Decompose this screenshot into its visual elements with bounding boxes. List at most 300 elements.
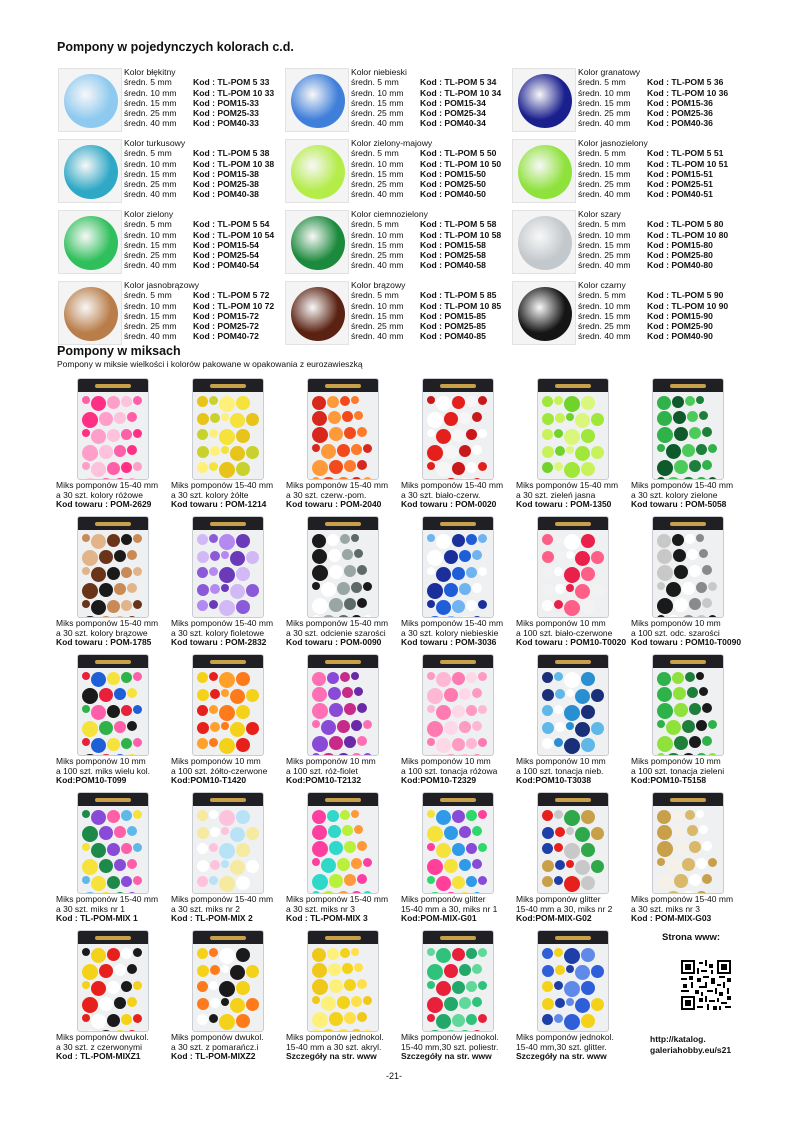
pompom-dot [427, 981, 435, 989]
pompom-ball [64, 145, 118, 199]
size-label: średn. 25 mm [124, 321, 177, 332]
size-label: średn. 10 mm [351, 87, 404, 98]
pompom-dot [121, 981, 132, 992]
pompom-dot [581, 672, 595, 686]
pompom-dot [197, 722, 209, 734]
pompom-dot [312, 874, 328, 890]
pompom-dot [219, 462, 235, 478]
pompom-dot [219, 843, 235, 859]
pompom-dot [444, 826, 458, 840]
pompom-dot [236, 462, 250, 476]
pompom-cluster [82, 948, 144, 1027]
pompom-dot [478, 672, 487, 681]
size-code-row [124, 240, 274, 250]
product-description [401, 619, 503, 648]
description-line: Miks pomponów glitter [401, 894, 486, 904]
pompom-dot [566, 446, 574, 454]
pompom-dot [564, 672, 580, 688]
pompom-dot [342, 549, 353, 560]
pompom-dot [566, 827, 574, 835]
size-label: średn. 40 mm [351, 189, 404, 200]
product-package-photo [652, 378, 724, 480]
mix-product-item[interactable] [285, 928, 400, 1066]
pompom-dot [564, 534, 580, 550]
pompom-dot [564, 1014, 580, 1030]
mix-product-item[interactable] [170, 652, 285, 790]
pompom-dot [91, 396, 106, 411]
product-description [56, 1033, 149, 1062]
pompom-dot [436, 429, 451, 444]
pompom-dot [328, 549, 341, 562]
size-label: średn. 40 mm [351, 118, 404, 129]
mix-product-item[interactable] [170, 790, 285, 928]
pompom-dot [197, 876, 208, 887]
size-code-row [351, 311, 501, 321]
mix-product-item[interactable] [55, 376, 170, 514]
pompom-dot [427, 688, 443, 704]
size-code-row [124, 230, 274, 240]
pompom-dot [666, 444, 681, 459]
pompom-dot [197, 396, 208, 407]
pompom-dot [230, 446, 245, 461]
pompom-dot [114, 964, 126, 976]
mix-product-item[interactable] [55, 652, 170, 790]
description-line: a 30 szt. miks nr 1 [56, 903, 125, 914]
pompom-dot [351, 582, 362, 593]
pompom-dot [427, 412, 443, 428]
size-code-row [124, 88, 274, 98]
product-code: Kod : TL-POM 5 90 [647, 290, 724, 301]
size-label: średn. 5 mm [351, 219, 399, 230]
pompom-dot [444, 721, 458, 735]
mix-product-item[interactable] [55, 790, 170, 928]
pompom-dot [564, 738, 580, 754]
mix-product-item[interactable] [630, 376, 745, 514]
size-label: średn. 15 mm [578, 97, 631, 108]
pompom-dot [657, 858, 665, 866]
package-logo [210, 384, 246, 388]
pompom-dot [357, 565, 367, 575]
description-line: Miks pomponów jednokol. [516, 1032, 614, 1042]
description-line: Miks pomponów 15-40 mm [286, 480, 389, 490]
size-label: średn. 40 mm [124, 331, 177, 342]
pompom-dot [351, 810, 359, 818]
product-description [516, 619, 626, 648]
pompom-dot [344, 1012, 356, 1024]
pompom-dot [329, 703, 343, 717]
package-header [538, 931, 608, 944]
mix-product-item[interactable] [515, 514, 630, 652]
pompom-dot [581, 738, 595, 752]
description-line: a 30 szt. kolory brązowe [56, 627, 148, 638]
package-logo [555, 660, 591, 664]
pompom-dot [354, 687, 363, 696]
pompom-ball [64, 287, 118, 341]
size-code-row [578, 159, 728, 169]
pompom-dot [554, 876, 563, 885]
size-label: średn. 10 mm [351, 229, 404, 240]
pompom-dot [127, 826, 137, 836]
color-info [124, 67, 274, 129]
qr-code-icon[interactable] [681, 960, 731, 1010]
pompom-dot [337, 582, 350, 595]
size-label: średn. 5 mm [124, 219, 172, 230]
package-logo [555, 522, 591, 526]
pompom-dot [427, 396, 435, 404]
size-code-row [351, 169, 501, 179]
pompom-dot [357, 841, 367, 851]
pompom-dot [452, 396, 465, 409]
product-package-photo [77, 378, 149, 480]
pompom-dot [107, 567, 120, 580]
pompom-dot [674, 841, 688, 855]
pompom-cluster [82, 810, 144, 889]
pompom-dot [472, 550, 482, 560]
pompom-dot [312, 549, 327, 564]
mix-product-item[interactable] [285, 652, 400, 790]
pompom-dot [246, 446, 259, 459]
product-package-photo [537, 792, 609, 894]
pompom-dot [478, 429, 487, 438]
mix-product-item[interactable] [285, 790, 400, 928]
product-package-photo [307, 792, 379, 894]
pompom-dot [581, 1014, 595, 1028]
pompom-dot [236, 738, 250, 752]
package-logo [325, 660, 361, 664]
product-package-photo [422, 930, 494, 1032]
pompom-dot [321, 858, 336, 873]
package-logo [440, 660, 476, 664]
color-swatch-photo [58, 281, 122, 345]
size-code-row [351, 290, 501, 300]
package-logo [95, 798, 131, 802]
pompom-dot [478, 948, 487, 957]
catalog-url-line1: http://katalog. [650, 1034, 706, 1044]
product-description [56, 757, 150, 786]
pompom-dot [221, 860, 229, 868]
product-code: Kod : POM40-38 [193, 189, 259, 200]
size-code-row [351, 331, 501, 341]
product-code: Kod : POM40-90 [647, 331, 713, 342]
pompom-dot [478, 738, 487, 747]
pompom-dot [427, 721, 443, 737]
pompom-dot [436, 981, 451, 996]
package-header [653, 379, 723, 392]
size-code-row [124, 179, 274, 189]
pompom-dot [687, 549, 698, 560]
pompom-dot [575, 689, 590, 704]
pompom-dot [542, 998, 554, 1010]
pompom-dot [321, 444, 336, 459]
product-code: Kod : POM15-80 [647, 239, 713, 250]
pompom-dot [197, 534, 208, 545]
pompom-dot [696, 534, 704, 542]
pompom-dot [452, 1014, 465, 1027]
description-line: Miks pomponów dwukol. [171, 1032, 264, 1042]
pompom-cluster [197, 810, 259, 889]
pompom-dot [696, 720, 707, 731]
product-description [56, 895, 158, 924]
description-line: a 100 szt. miks wielu kol. [56, 765, 151, 776]
pompom-dot [340, 534, 350, 544]
pompom-dot [581, 948, 595, 962]
pompom-dot [581, 705, 595, 719]
product-description [171, 619, 273, 648]
pompom-dot [554, 672, 563, 681]
mix-product-item[interactable] [170, 376, 285, 514]
pompom-dot [107, 705, 120, 718]
mix-product-item[interactable] [515, 376, 630, 514]
mix-product-item[interactable] [400, 652, 515, 790]
pompom-dot [209, 738, 218, 747]
pompom-dot [696, 858, 707, 869]
mix-product-item[interactable] [285, 376, 400, 514]
pompom-dot [685, 396, 695, 406]
pompom-dot [685, 810, 695, 820]
size-code-row [124, 311, 274, 321]
size-label: średn. 40 mm [124, 260, 177, 271]
pompom-dot [436, 1014, 451, 1029]
pompom-dot [696, 444, 707, 455]
pompom-dot [91, 876, 106, 891]
pompom-dot [219, 810, 235, 826]
product-code: Kod : POM40-51 [647, 189, 713, 200]
product-description [631, 895, 733, 924]
pompom-ball [518, 145, 572, 199]
product-description [631, 619, 741, 648]
description-line: a 30 szt. kolory niebieskie [401, 627, 499, 638]
pompom-dot [554, 705, 563, 714]
color-swatch-photo [285, 68, 349, 132]
pompom-dot [657, 810, 671, 824]
pompom-dot [459, 721, 471, 733]
pompom-dot [82, 412, 98, 428]
pompom-ball [64, 74, 118, 128]
product-description [286, 1033, 384, 1062]
pompom-dot [210, 860, 220, 870]
mix-product-item[interactable] [55, 514, 170, 652]
size-label: średn. 40 mm [351, 260, 404, 271]
description-line: Miks pomponów jednokol. [401, 1032, 499, 1042]
size-code-row [351, 240, 501, 250]
pompom-dot [246, 584, 259, 597]
pompom-dot [478, 462, 487, 471]
color-info [124, 138, 274, 200]
product-description [286, 481, 388, 510]
pompom-dot [674, 598, 688, 612]
mix-product-item[interactable] [630, 514, 745, 652]
color-swatch-photo [58, 139, 122, 203]
description-line: Miks pomponów 15-40 mm [56, 480, 159, 490]
pompom-dot [542, 689, 554, 701]
pompom-dot [566, 551, 574, 559]
pompom-dot [427, 1014, 435, 1022]
pompom-dot [564, 429, 580, 445]
size-code-row [351, 230, 501, 240]
pompom-dot [357, 427, 367, 437]
package-logo [95, 522, 131, 526]
size-code-row [124, 321, 274, 331]
pompom-dot [219, 534, 235, 550]
package-header [308, 517, 378, 530]
pompom-dot [566, 965, 574, 973]
pompom-dot [466, 462, 477, 473]
size-code-row [578, 88, 728, 98]
pompom-dot [312, 534, 326, 548]
pompom-dot [328, 687, 341, 700]
pompom-dot [478, 705, 487, 714]
pompom-cluster [657, 810, 719, 889]
description-line: a 30 szt. zieleń jasna [516, 489, 596, 500]
color-info [578, 67, 728, 129]
pompom-dot [312, 565, 328, 581]
product-code: Kod : POM25-34 [420, 108, 486, 119]
pompom-dot [564, 600, 580, 616]
pompom-dot [657, 427, 673, 443]
package-header [193, 655, 263, 668]
pompom-dot [657, 411, 672, 426]
pompom-dot [127, 445, 137, 455]
product-code: Kod : POM25-38 [193, 179, 259, 190]
product-description [631, 757, 724, 786]
pompom-dot [542, 429, 553, 440]
mix-product-item[interactable] [400, 514, 515, 652]
pompom-dot [472, 964, 482, 974]
pompom-dot [459, 583, 471, 595]
pompom-dot [555, 689, 565, 699]
mix-product-item[interactable] [170, 928, 285, 1066]
pompom-dot [197, 705, 208, 716]
pompom-dot [210, 584, 220, 594]
pompom-dot [340, 810, 350, 820]
color-name: Kolor jasnozielony [578, 138, 648, 148]
pompom-dot [246, 689, 259, 702]
description-line: 15-40 mm a 30 szt. akryl. [286, 1041, 382, 1052]
mix-product-item[interactable] [55, 928, 170, 1066]
pompom-dot [542, 843, 553, 854]
pompom-dot [564, 876, 580, 892]
product-code: Kod : TL-POM 10 34 [420, 87, 502, 98]
pompom-dot [197, 413, 209, 425]
mix-product-item[interactable] [515, 790, 630, 928]
pompom-dot [344, 598, 356, 610]
mix-product-item[interactable] [515, 652, 630, 790]
pompom-dot [708, 444, 717, 453]
color-item [509, 66, 736, 137]
color-info [578, 280, 728, 342]
pompom-dot [82, 997, 98, 1013]
package-logo [670, 522, 706, 526]
description-line: a 100 szt. tonacja różowa [401, 765, 498, 776]
product-code: Kod : POM15-90 [647, 310, 713, 321]
pompom-dot [82, 688, 98, 704]
pompom-dot [452, 705, 465, 718]
pompom-dot [542, 1014, 553, 1025]
pompom-dot [466, 738, 477, 749]
mix-product-item[interactable] [400, 376, 515, 514]
pompom-dot [452, 534, 465, 547]
size-code-row [351, 321, 501, 331]
product-code: Kod towaru : POM-0090 [286, 637, 382, 648]
pompom-dot [452, 810, 465, 823]
size-code-row [578, 148, 728, 158]
color-info [351, 209, 501, 271]
mix-product-item[interactable] [515, 928, 630, 1066]
pompom-dot [344, 841, 356, 853]
pompom-dot [99, 859, 113, 873]
pompom-dot [236, 705, 250, 719]
pompom-dot [466, 948, 477, 959]
pompom-dot [230, 689, 245, 704]
pompom-dot [91, 567, 106, 582]
mix-product-item[interactable] [285, 514, 400, 652]
pompom-dot [209, 600, 218, 609]
pompom-dot [542, 705, 553, 716]
product-package-photo [307, 516, 379, 618]
mix-product-item[interactable] [170, 514, 285, 652]
product-code: Kod : POM25-50 [420, 179, 486, 190]
pompom-dot [127, 583, 137, 593]
pompom-dot [210, 446, 220, 456]
pompom-dot [581, 462, 595, 476]
pompom-dot [478, 600, 487, 609]
product-code: Kod : TL-POM 10 33 [193, 87, 275, 98]
mix-product-item[interactable] [400, 790, 515, 928]
pompom-dot [221, 413, 229, 421]
color-name: Kolor jasnobrązowy [124, 280, 199, 290]
pompom-dot [230, 722, 245, 737]
pompom-dot [708, 858, 717, 867]
product-package-photo [422, 516, 494, 618]
pompom-dot [219, 948, 235, 964]
pompom-dot [466, 1014, 477, 1025]
size-code-row [124, 260, 274, 270]
pompom-dot [99, 688, 113, 702]
package-header [423, 517, 493, 530]
pompom-dot [121, 534, 132, 545]
pompom-dot [427, 567, 435, 575]
pompom-dot [466, 705, 477, 716]
product-description [516, 481, 618, 510]
package-header [423, 931, 493, 944]
pompom-dot [466, 567, 477, 578]
pompom-dot [554, 429, 563, 438]
catalog-url[interactable] [650, 1034, 731, 1056]
pompom-dot [246, 860, 259, 873]
mix-product-item[interactable] [630, 652, 745, 790]
product-description [516, 1033, 614, 1062]
size-label: średn. 5 mm [124, 148, 172, 159]
pompom-dot [657, 825, 672, 840]
pompom-dot [575, 860, 590, 875]
package-header [193, 931, 263, 944]
description-line: Miks pomponów 15-40 mm [631, 480, 734, 490]
pompom-dot [230, 827, 245, 842]
pompom-dot [197, 446, 209, 458]
pompom-dot [197, 600, 208, 611]
pompom-dot [478, 810, 487, 819]
pompom-dot [344, 979, 356, 991]
pompom-dot [472, 997, 482, 1007]
pompom-dot [230, 584, 245, 599]
mix-product-item[interactable] [400, 928, 515, 1066]
color-item [55, 279, 282, 350]
pompom-dot [82, 948, 90, 956]
mix-product-item[interactable] [630, 790, 745, 928]
product-code: Kod : POM40-50 [420, 189, 486, 200]
pompom-dot [452, 738, 465, 751]
color-name: Kolor turkusowy [124, 138, 186, 148]
